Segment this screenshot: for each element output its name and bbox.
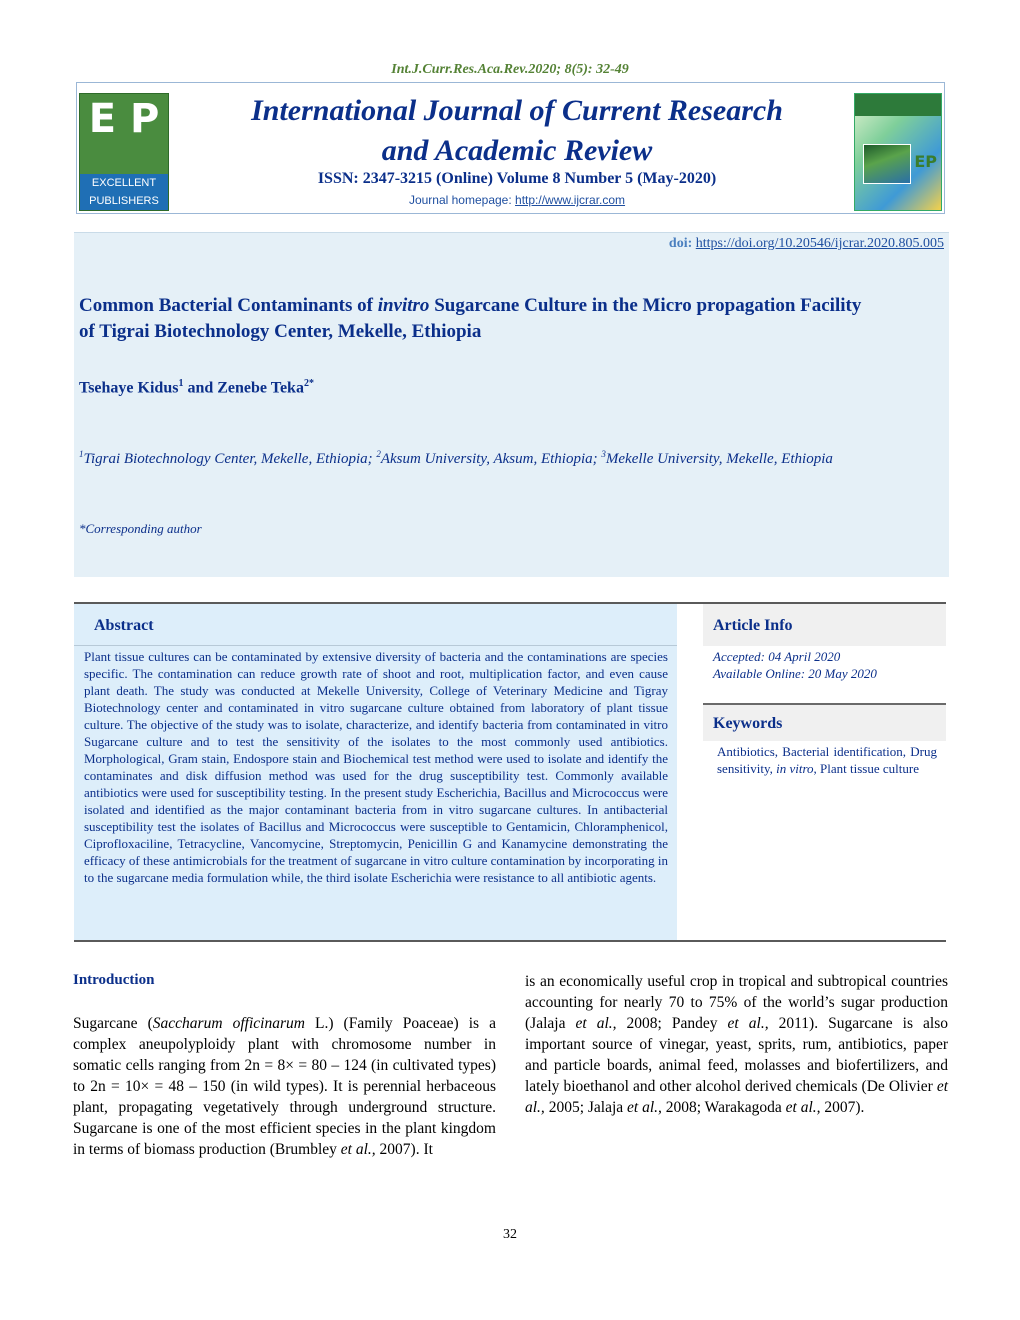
intro-right-etal3: et al., [525, 1078, 948, 1116]
affil-sup-3: 3 [601, 449, 606, 459]
intro-right-e: 2008; Warakagoda [661, 1099, 786, 1116]
issn-line: ISSN: 2347-3215 (Online) Volume 8 Number 5 (May-2020) [317, 170, 717, 187]
homepage-link[interactable]: http://www.ijcrar.com [515, 193, 626, 207]
author-1-sup: 1 [178, 378, 184, 389]
cover-header-band [855, 94, 941, 116]
intro-left-a: Sugarcane ( [73, 1015, 153, 1032]
affil-sup-2: 2 [376, 449, 381, 459]
title-part1: Common Bacterial Contaminants of [79, 295, 378, 316]
affil-sup-1: 1 [79, 449, 84, 459]
keywords-heading: Keywords [713, 715, 783, 732]
intro-right-a: is an economically useful crop in tropical and subtropical countries accounting for nearly 70 to 75% of the world’s sugar production (Jalaja [525, 973, 948, 1032]
intro-right-f: 2007). [820, 1099, 865, 1116]
author-2-sup: 2* [303, 378, 314, 389]
keywords-italic: in vitro [776, 761, 814, 776]
title-italic: invitro [377, 295, 430, 316]
author-separator: and [183, 379, 218, 397]
affiliations [79, 444, 949, 470]
abstract-heading: Abstract [94, 617, 154, 634]
title-part2: Sugarcane Culture in the Micro propagation Facility of Tigrai Biotechnology Center, Mekelle, Ethiopia [79, 295, 862, 342]
accepted-date: Accepted: 04 April 2020 [713, 649, 841, 664]
doi-line [669, 236, 944, 252]
journal-citation: Int.J.Curr.Res.Aca.Rev.2020; 8(5): 32-49 [391, 62, 629, 77]
keywords-part1: Antibiotics, Bacterial identification, Drug sensitivity, [717, 744, 937, 776]
homepage-label: Journal homepage: [408, 193, 516, 207]
abstract-top-rule [74, 602, 946, 604]
journal-title-line2: and Academic Review [381, 134, 653, 167]
authors [79, 378, 314, 397]
intro-left-c: 2007). It [375, 1141, 433, 1158]
journal-homepage [187, 193, 847, 207]
author-2: Zenebe Teka [217, 379, 304, 397]
journal-title [187, 91, 847, 171]
affil-3: Mekelle University, Mekelle, Ethiopia [605, 451, 833, 467]
abstract-text: Plant tissue cultures can be contaminated by extensive diversity of bacteria and the contaminations are species specific. The contamination can reduce growth rate of shoot and root, multiplication factor, and even cause plant death. The study was conducted at Mekelle University, College of Veterinary Medicine and Tigray Biotechnology center and contaminated in vitro sugarcane culture obtained from laboratory of plant tissue culture. The objective of the study was to isolate, characterize, and identify bacteria from contaminated in vitro Sugarcane culture and to test the sensitivity of the isolates to the most commonly used antibiotics. Morphological, Gram stain, Endospore stain and Biochemical test method were used to isolate and identify the contaminates and disk diffusion method was used for the drug susceptibility test. Commonly available antibiotics were used for susceptibility testing. In the present study Escherichia, Bacillus and Micrococcus were isolated and identified as the major contaminant bacteria from in vitro sugarcane cultures. In antibacterial susceptibility test the isolates of Bacillus and Micrococcus were susceptible to Gentamicin, Chloramphenicol, Ciprofloxaciline, Tetracycline, Vancomycine, Streptomycin, Penicillin G and Kanamycine demonstrating the efficacy of these antimicrobials for the treatment of sugarcane in vitro culture contamination by incorporating in to the sugarcane media formulation while, the third isolate Escherichia were resistance to all antibiotic agents. [84, 649, 668, 885]
intro-left-column [73, 1013, 496, 1160]
intro-left-b: L.) (Family Poaceae) is a complex aneupolyploidy plant with chromosome number in somatic cells ranging from 2n = 8× = 80 – 124 (in cultivated types) to 2n = 10× = 48 – 150 (in wild types). It is perennial herbaceous plant, propagating vegetatively through underground structure. Sugarcane is one of the most efficient species in the plant kingdom in terms of biomass production (Brumbley [73, 1015, 496, 1158]
affil-1: Tigrai Biotechnology Center, Mekelle, Ethiopia; [83, 451, 377, 467]
article-header-panel [74, 232, 949, 577]
corresponding-author-note: *Corresponding author [79, 521, 202, 536]
intro-right-d: 2005; Jalaja [544, 1099, 628, 1116]
intro-right-b: 2008; Pandey [616, 1015, 728, 1032]
intro-right-column [525, 971, 948, 1118]
available-date: Available Online: 20 May 2020 [713, 666, 877, 681]
journal-cover-thumbnail [854, 93, 942, 211]
keywords-part2: , Plant tissue culture [813, 761, 919, 776]
publisher-logo-letters: E P [88, 96, 160, 142]
intro-right-etal5: et al., [785, 1099, 821, 1116]
intro-left-species: Saccharum officinarum [152, 1015, 305, 1032]
abstract-heading-divider [74, 645, 677, 646]
introduction-heading: Introduction [73, 972, 155, 988]
doi-label: doi: [668, 236, 696, 251]
article-info-body [713, 648, 877, 682]
cover-logo: EP [914, 152, 937, 171]
intro-left-etal: et al., [340, 1141, 376, 1158]
keywords-list [717, 743, 937, 777]
publisher-logo [79, 93, 169, 211]
intro-right-etal1: et al., [575, 1015, 617, 1032]
journal-masthead [76, 82, 945, 214]
cover-image [863, 144, 911, 184]
page-number: 32 [503, 1227, 517, 1242]
article-title [79, 293, 879, 345]
abstract-bottom-rule [74, 940, 946, 942]
author-1: Tsehaye Kidus [79, 379, 179, 397]
journal-title-line1: International Journal of Current Research [251, 94, 783, 127]
intro-right-etal4: et al., [627, 1099, 662, 1116]
publisher-logo-line2: PUBLISHERS [80, 192, 168, 210]
intro-right-etal2: et al., [727, 1015, 769, 1032]
doi-link[interactable]: https://doi.org/10.20546/ijcrar.2020.805.005 [695, 236, 944, 251]
publisher-logo-line1: EXCELLENT [80, 174, 168, 192]
intro-right-c: 2011). Sugarcane is also important source of vinegar, yeast, sprits, rum, antibiotics, paper and particle boards, animal feed, molasses and biofertilizers, and lately bioethanol and other alcohol derived chemicals (De Olivier [525, 1015, 949, 1095]
affil-2: Aksum University, Aksum, Ethiopia; [380, 451, 602, 467]
article-info-heading: Article Info [713, 617, 793, 634]
